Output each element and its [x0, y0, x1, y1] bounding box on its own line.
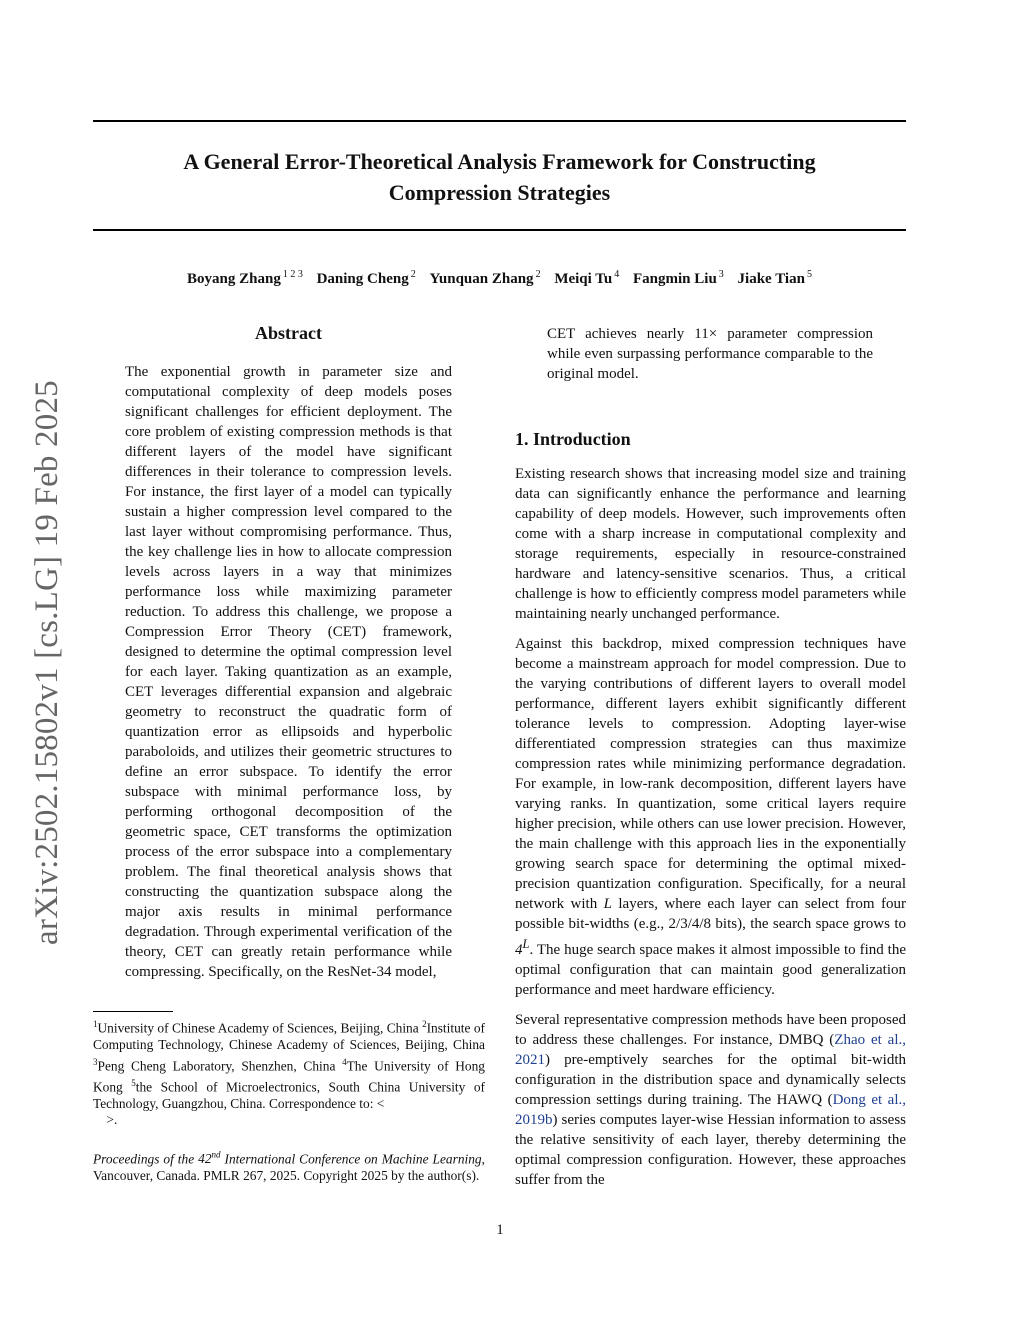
abstract-continuation: CET achieves nearly 11× parameter compression while even surpassing performance comparable to the original model. [547, 326, 873, 382]
affiliations-footnote: $^1$University of Chinese Academy of Sciences, Beijing, China $^2$Institute of Computing Technology, Chinese Academy of Sciences, Beijing, China $^3$Peng Cheng Laboratory, Shenzhen, China $^4$The University of Hong Kong $^5$the School of Microelectronics, South China University of Technology, Guangzhou, China. Correspondence to: < >. [93, 1019, 485, 1128]
author: Jiake Tian $^5$ [737, 269, 812, 287]
footnotes [93, 1016, 485, 1185]
arxiv-identifier-stamp: arXiv:2502.15802v1 [cs.LG] 19 Feb 2025 [29, 380, 65, 945]
page-number: 1 [496, 1222, 504, 1238]
abstract-text: The exponential growth in parameter size and computational complexity of deep models poses significant challenges for efficient deployment. The core problem of existing compression methods is that different layers of the model have significant differences in their tolerance to compression levels. For instance, the first layer of a model can typically sustain a higher compression level compared to the last layer without compromising performance. Thus, the key challenge lies in how to allocate compression levels across layers in a way that minimizes performance loss while maximizing parameter reduction. To address this challenge, we propose a Compression Error Theory (CET) framework, designed to determine the optimal compression level for each layer. Taking quantization as an example, CET leverages differential expansion and algebraic geometry to reconstruct the quadratic form of quantization error as ellipsoids and hyperbolic paraboloids, and utilizes their geometric structures to define an error subspace. To identify the error subspace with minimal performance loss, by performing orthogonal decomposition of the geometric space, CET transforms the optimization process of the error subspace into a complementary problem. The final theoretical analysis shows that constructing the quantization subspace along the major axis results in minimal performance degradation. Through experimental verification of the theory, CET can greatly retain performance while compressing. Specifically, on the ResNet-34 model, [125, 364, 452, 980]
intro-paragraph-2: Against this backdrop, mixed compression techniques have become a mainstream approach for model compression. Due to the varying contributions of different layers to overall model performance, different layers exhibit significantly different tolerance levels to compression. Adopting layer-wise differentiated compression strategies can thus maximize compression rates while minimizing performance degradation. For example, in low-rank decomposition, different layers have varying ranks. In quantization, some critical layers require higher precision, while others can use lower precision. However, the main challenge with this approach lies in the exponentially growing search space for determining the optimal mixed-precision quantization configuration. Specifically, for a neural network with L layers, where each layer can select from four possible bit-widths (e.g., 2/3/4/8 bits), the search space grows to $4^L$. The huge search space makes it almost impossible to find the optimal configuration that can maintain good generalization performance and meet hardware efficiency. [515, 636, 906, 998]
title-line-2: Compression Strategies [388, 180, 611, 205]
title-top-rule [93, 120, 906, 122]
title-line-1: A General Error-Theoretical Analysis Framework for Constructing [183, 149, 816, 174]
introduction-heading: 1. Introduction [515, 429, 631, 449]
author: Fangmin Liu $^3$ [633, 269, 724, 287]
author: Boyang Zhang $^{1 2 3}$ [187, 269, 303, 287]
intro-paragraph-1: Existing research shows that increasing model size and training data can significantly enhance the performance and learning capability of deep models. However, such improvements often come with a sharp increase in computational complexity and storage requirements, especially in resource-constrained hardware and latency-sensitive scenarios. Thus, a critical challenge is how to efficiently compress model parameters while maintaining nearly unchanged performance. [515, 466, 906, 622]
proceedings-footnote: Proceedings of the 42nd International Conference on Machine Learning, Vancouver, Canada. PMLR 267, 2025. Copyright 2025 by the author(s). [93, 1149, 485, 1184]
footnote-rule [93, 1011, 173, 1012]
author-list [93, 265, 906, 289]
author: Meiqi Tu $^4$ [554, 269, 620, 287]
left-column [125, 320, 452, 982]
right-column [515, 324, 906, 1200]
math-expression: $4^L$ [515, 937, 530, 958]
intro-paragraph-3: Several representative compression methods have been proposed to address these challenges. For instance, DMBQ (Zhao et al., 2021) pre-emptively searches for the optimal bit-width configuration in the distribution space and dynamically selects compression settings during training. The HAWQ (Dong et al., 2019b) series computes layer-wise Hessian information to assess the relative sensitivity of each layer, thereby determining the optimal compression configuration. However, these approaches suffer from the [515, 1012, 906, 1188]
citation-link[interactable]: Zhao et al., 2021 [515, 1032, 906, 1068]
author: Yunquan Zhang $^2$ [429, 269, 541, 287]
math-variable: L [603, 896, 612, 912]
paper-title [93, 146, 906, 208]
citation-link[interactable]: Dong et al., 2019b [515, 1092, 906, 1128]
math-expression: 42nd [198, 1149, 221, 1167]
title-bottom-rule [93, 229, 906, 231]
abstract-heading: Abstract [255, 323, 322, 343]
author: Daning Cheng $^2$ [316, 269, 416, 287]
